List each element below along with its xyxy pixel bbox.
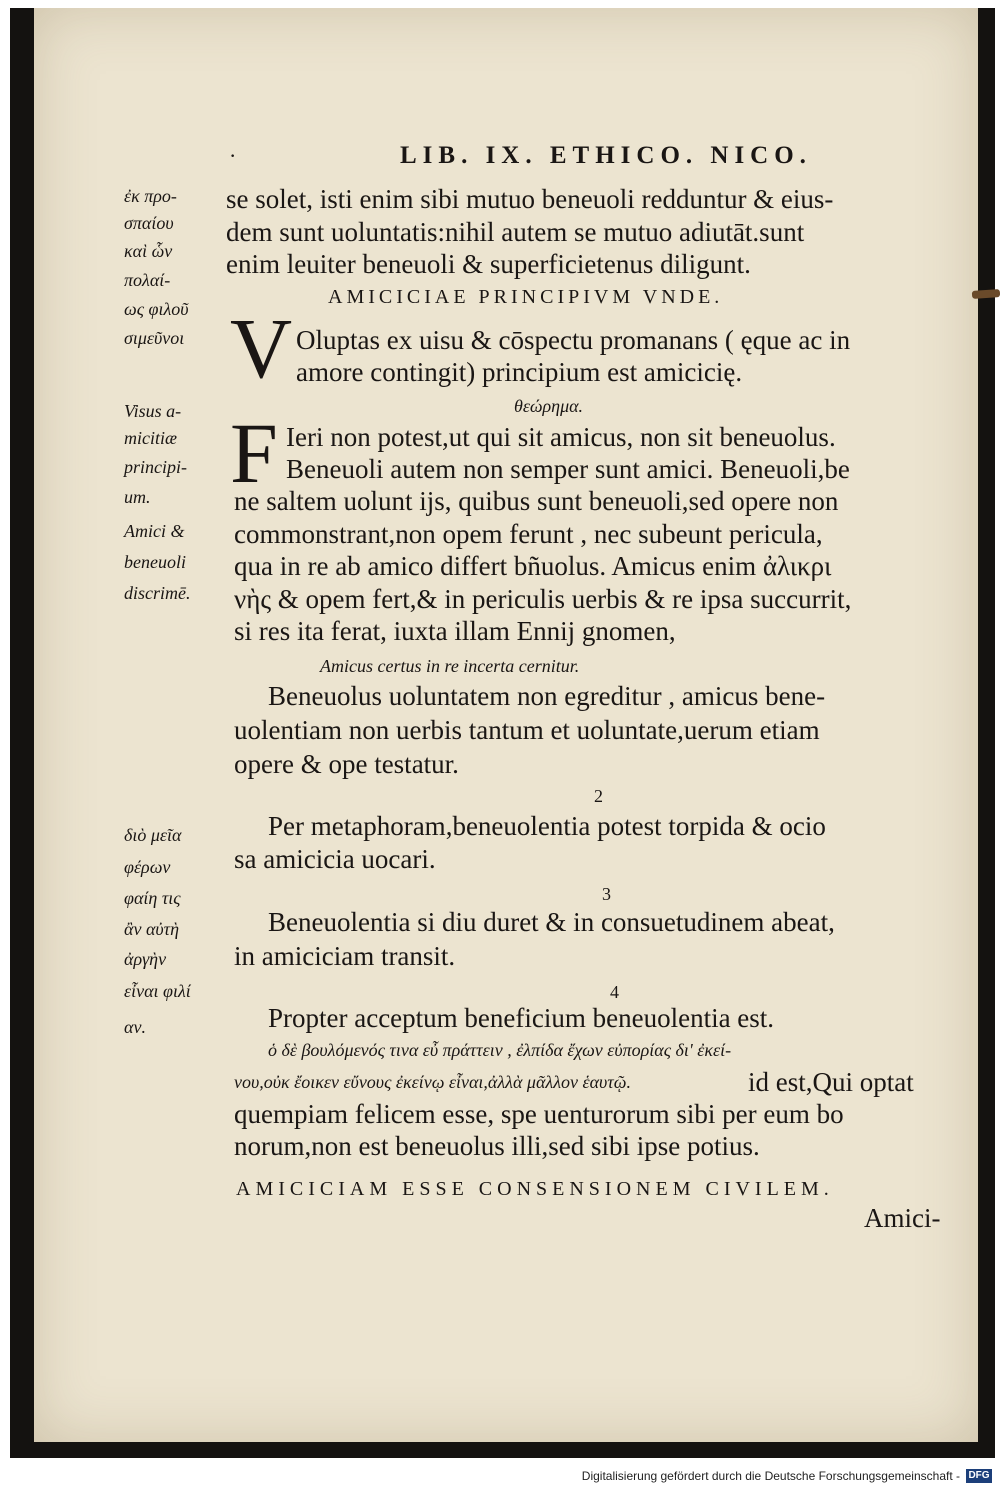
body-line: in amiciciam transit. bbox=[234, 941, 456, 971]
body-line: se solet, isti enim sibi mutuo beneuoli redduntur & eius- bbox=[226, 184, 834, 214]
margin-greek-line: ἂν αὐτὴ bbox=[124, 919, 180, 939]
margin-greek-line: ως φιλοῦ bbox=[124, 299, 189, 319]
section-number: 2 bbox=[594, 786, 603, 806]
dfg-logo: DFG bbox=[966, 1469, 992, 1483]
running-title: LIB. IX. ETHICO. NICO. bbox=[400, 142, 812, 169]
greek-quote-line: ὁ δὲ βουλόμενός τινα εὖ πράττειν , ἐλπίδα ἔχων εὐπορίας δι' ἐκεί- bbox=[268, 1040, 732, 1060]
margin-note-line: Visus a- bbox=[124, 401, 182, 421]
drop-cap: V bbox=[230, 300, 293, 396]
body-line: sa amicicia uocari. bbox=[234, 844, 436, 874]
body-line: amore contingit) principium est amicicię. bbox=[296, 357, 743, 387]
section-heading: AMICICIAE PRINCIPIVM VNDE. bbox=[328, 286, 724, 308]
section-heading: AMICICIAM ESSE CONSENSIONEM CIVILEM. bbox=[236, 1178, 834, 1200]
margin-greek-line: αν. bbox=[124, 1017, 146, 1037]
body-line: norum,non est beneuolus illi,sed sibi ipse potius. bbox=[234, 1131, 760, 1161]
bookmark-ribbon bbox=[972, 289, 1000, 299]
body-line: enim leuiter beneuoli & superficietenus diligunt. bbox=[226, 249, 751, 279]
greek-quote-line: νου,οὐκ ἔοικεν εὔνους ἐκείνῳ εἶναι,ἀλλὰ μᾶλλον ἑαυτῷ. bbox=[234, 1072, 631, 1092]
margin-note-line: beneuoli bbox=[124, 552, 186, 572]
margin-note-line: um. bbox=[124, 487, 151, 507]
body-line: id est,Qui optat bbox=[748, 1067, 914, 1097]
body-line: quempiam felicem esse, spe uenturorum sibi per eum bo bbox=[234, 1099, 844, 1129]
body-line: Beneuolentia si diu duret & in consuetudinem abeat, bbox=[268, 907, 835, 937]
margin-greek-line: φαίη τις bbox=[124, 888, 181, 908]
body-line: ne saltem uolunt ijs, quibus sunt beneuoli,sed opere non bbox=[234, 486, 839, 516]
body-line: Propter acceptum beneficium beneuolentia est. bbox=[268, 1003, 775, 1033]
body-line: Beneuolus uoluntatem non egreditur , amicus bene- bbox=[268, 681, 826, 711]
margin-note-line: principi- bbox=[124, 457, 187, 477]
body-line: Beneuoli autem non semper sunt amici. Beneuoli,be bbox=[286, 454, 850, 484]
margin-greek-line: καὶ ὧν bbox=[124, 241, 173, 261]
section-number: 4 bbox=[610, 982, 619, 1002]
margin-note-line: micitiæ bbox=[124, 428, 177, 448]
margin-greek-line: φέρων bbox=[124, 857, 171, 877]
margin-greek-line: ἀργὴν bbox=[124, 949, 167, 969]
margin-greek-line: σπαίου bbox=[124, 213, 174, 233]
body-line: uolentiam non uerbis tantum et uoluntate,uerum etiam bbox=[234, 715, 820, 745]
body-line: Ieri non potest,ut qui sit amicus, non sit beneuolus. bbox=[286, 422, 836, 452]
body-line: qua in re ab amico differt bñuolus. Amicus enim ἀλικρι bbox=[234, 551, 832, 581]
margin-greek-line: σιμεῦνοι bbox=[124, 328, 185, 348]
margin-note-line: discrimē. bbox=[124, 583, 191, 603]
body-line: Per metaphoram,beneuolentia potest torpida & ocio bbox=[268, 811, 826, 841]
header-dot: · bbox=[229, 143, 237, 168]
theorema-label: θεώρημα. bbox=[514, 396, 584, 416]
margin-greek-line: πολαί- bbox=[124, 270, 171, 290]
margin-note-line: Amici & bbox=[124, 521, 185, 541]
margin-greek-line: διὸ μεῖα bbox=[124, 825, 182, 845]
footer-credit: Digitalisierung gefördert durch die Deutsche Forschungsgemeinschaft - bbox=[581, 1469, 960, 1483]
margin-greek-line: ἐκ προ- bbox=[124, 186, 177, 206]
quote-line: Amicus certus in re incerta cernitur. bbox=[320, 656, 580, 676]
body-line: commonstrant,non opem ferunt , nec subeunt pericula, bbox=[234, 519, 823, 549]
margin-greek-line: εἶναι φιλί bbox=[124, 981, 191, 1001]
body-line: Oluptas ex uisu & cōspectu promanans ( ęque ac in bbox=[296, 325, 851, 355]
drop-cap: F bbox=[230, 405, 278, 501]
body-line: opere & ope testatur. bbox=[234, 749, 459, 779]
catchword: Amici- bbox=[864, 1203, 941, 1233]
body-line: νὴς & opem fert,& in periculis uerbis & re ipsa succurrit, bbox=[234, 584, 852, 614]
section-number: 3 bbox=[602, 884, 611, 904]
body-line: si res ita ferat, iuxta illam Ennij gnomen, bbox=[234, 616, 676, 646]
body-line: dem sunt uoluntatis:nihil autem se mutuo adiutāt.sunt bbox=[226, 217, 805, 247]
